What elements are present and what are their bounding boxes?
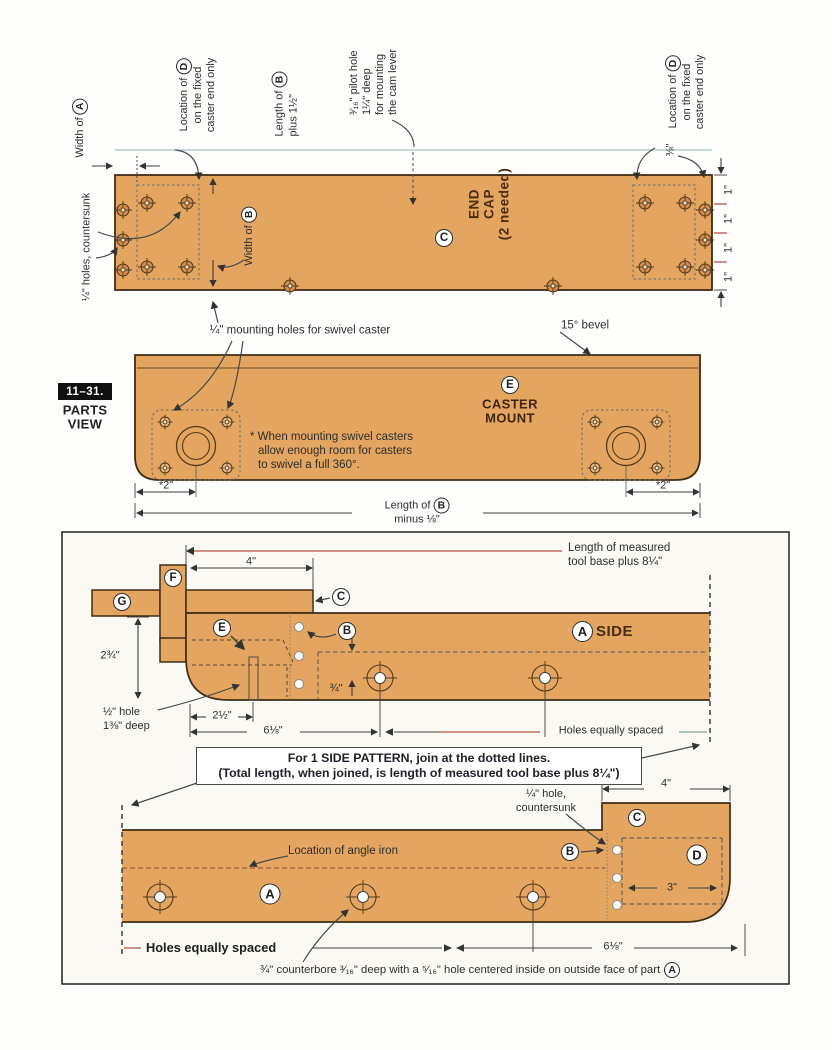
figure-caption-line2: VIEW bbox=[67, 416, 103, 432]
caster-mount-board bbox=[135, 355, 700, 480]
three-quarter-dim: ¾" bbox=[329, 682, 343, 695]
bevel-label: 15° bevel bbox=[560, 319, 610, 332]
swivel-note: * When mounting swivel casters allow enough room for casters to swivel a full 360°. bbox=[250, 431, 413, 471]
counterbore-caption: ¾" counterbore ³⁄₁₆" deep with a ⁵⁄₁₆" hole centered inside on outside face of part A bbox=[150, 962, 790, 978]
part-b-circle: B bbox=[338, 622, 356, 640]
part-a-circle: A bbox=[572, 621, 593, 642]
figure-badge: 11–31. bbox=[58, 383, 112, 400]
quarter-holes-countersunk-label: ¼" holes, countersunk bbox=[80, 192, 93, 302]
location-d-left-label: Location of D on the fixed caster end only bbox=[177, 57, 217, 133]
six-eighth-dim-bottom: 6⅛" bbox=[603, 940, 623, 953]
two-inch-dim-right: *2" bbox=[655, 479, 671, 492]
length-measured-label: Length of measured tool base plus 8¼" bbox=[568, 542, 671, 568]
part-c-circle: C bbox=[435, 229, 453, 247]
part-d-circle: D bbox=[176, 59, 192, 75]
part-e-circle: E bbox=[501, 376, 519, 394]
part-g-circle: G bbox=[113, 593, 131, 611]
length-of-b-label: Length of B plus 1½" bbox=[272, 72, 301, 137]
end-cap-board bbox=[114, 150, 714, 295]
end-cap-title: END CAP (2 needed) bbox=[466, 167, 512, 241]
part-e-circle: E bbox=[213, 619, 231, 637]
part-a-circle: A bbox=[664, 962, 680, 978]
pilot-hole-label: ³⁄₁₆" pilot hole 1¼" deep for mounting the cam lever bbox=[348, 48, 399, 116]
part-a-circle: A bbox=[260, 884, 281, 905]
part-f-circle: F bbox=[164, 569, 182, 587]
six-eighth-dim-top: 6⅛" bbox=[263, 724, 283, 737]
quarter-hole-countersunk-label: ¼" hole, countersunk bbox=[516, 788, 576, 814]
side-label: A SIDE bbox=[572, 621, 633, 642]
two-inch-dim-left: *2" bbox=[158, 479, 174, 492]
part-c-circle: C bbox=[628, 809, 646, 827]
three-eighths-dim: ⅜" bbox=[664, 143, 677, 157]
part-d-circle: D bbox=[687, 845, 708, 866]
one-inch-dim-1: 1" bbox=[722, 184, 735, 196]
part-d-circle: D bbox=[665, 56, 681, 72]
part-b-circle: B bbox=[561, 843, 579, 861]
part-b-circle: B bbox=[272, 72, 288, 88]
width-of-a-label: Width of A bbox=[72, 98, 88, 157]
part-a-circle: A bbox=[72, 98, 88, 114]
part-b-circle: B bbox=[433, 498, 449, 514]
four-inch-dim-top: 4" bbox=[245, 555, 257, 568]
holes-equally-spaced-bottom: Holes equally spaced bbox=[146, 940, 277, 955]
three-inch-dim: 3" bbox=[666, 881, 678, 894]
four-inch-dim-bottom: 4" bbox=[660, 777, 672, 790]
half-inch-hole-label: ½" hole 1⅜" deep bbox=[103, 706, 150, 732]
mounting-holes-label: ¼" mounting holes for swivel caster bbox=[209, 324, 391, 337]
figure-caption-line1: PARTS bbox=[62, 402, 108, 418]
one-inch-dim-3: 1" bbox=[722, 242, 735, 254]
holes-equally-spaced-top: Holes equally spaced bbox=[558, 724, 664, 737]
part-c-circle: C bbox=[332, 588, 350, 606]
join-note-box: For 1 SIDE PATTERN, join at the dotted lines. (Total length, when joined, is length of measured tool base plus 8¼") bbox=[196, 747, 642, 785]
one-inch-dim-2: 1" bbox=[722, 213, 735, 225]
caster-mount-title-line1: CASTER bbox=[482, 396, 538, 412]
two-half-dim: 2½" bbox=[212, 709, 232, 722]
one-inch-dim-4: 1" bbox=[722, 271, 735, 283]
two-three-quarter-dim: 2¾" bbox=[100, 649, 120, 662]
location-d-right-label: Location of D on the fixed caster end only bbox=[666, 54, 706, 130]
angle-iron-label: Location of angle iron bbox=[288, 845, 398, 857]
part-b-circle: B bbox=[241, 206, 257, 222]
length-of-b-minus-dim: Length of B minus ⅛" bbox=[385, 498, 450, 527]
caster-mount-title-line2: MOUNT bbox=[485, 410, 535, 426]
width-of-b-label: Width of B bbox=[241, 206, 257, 265]
